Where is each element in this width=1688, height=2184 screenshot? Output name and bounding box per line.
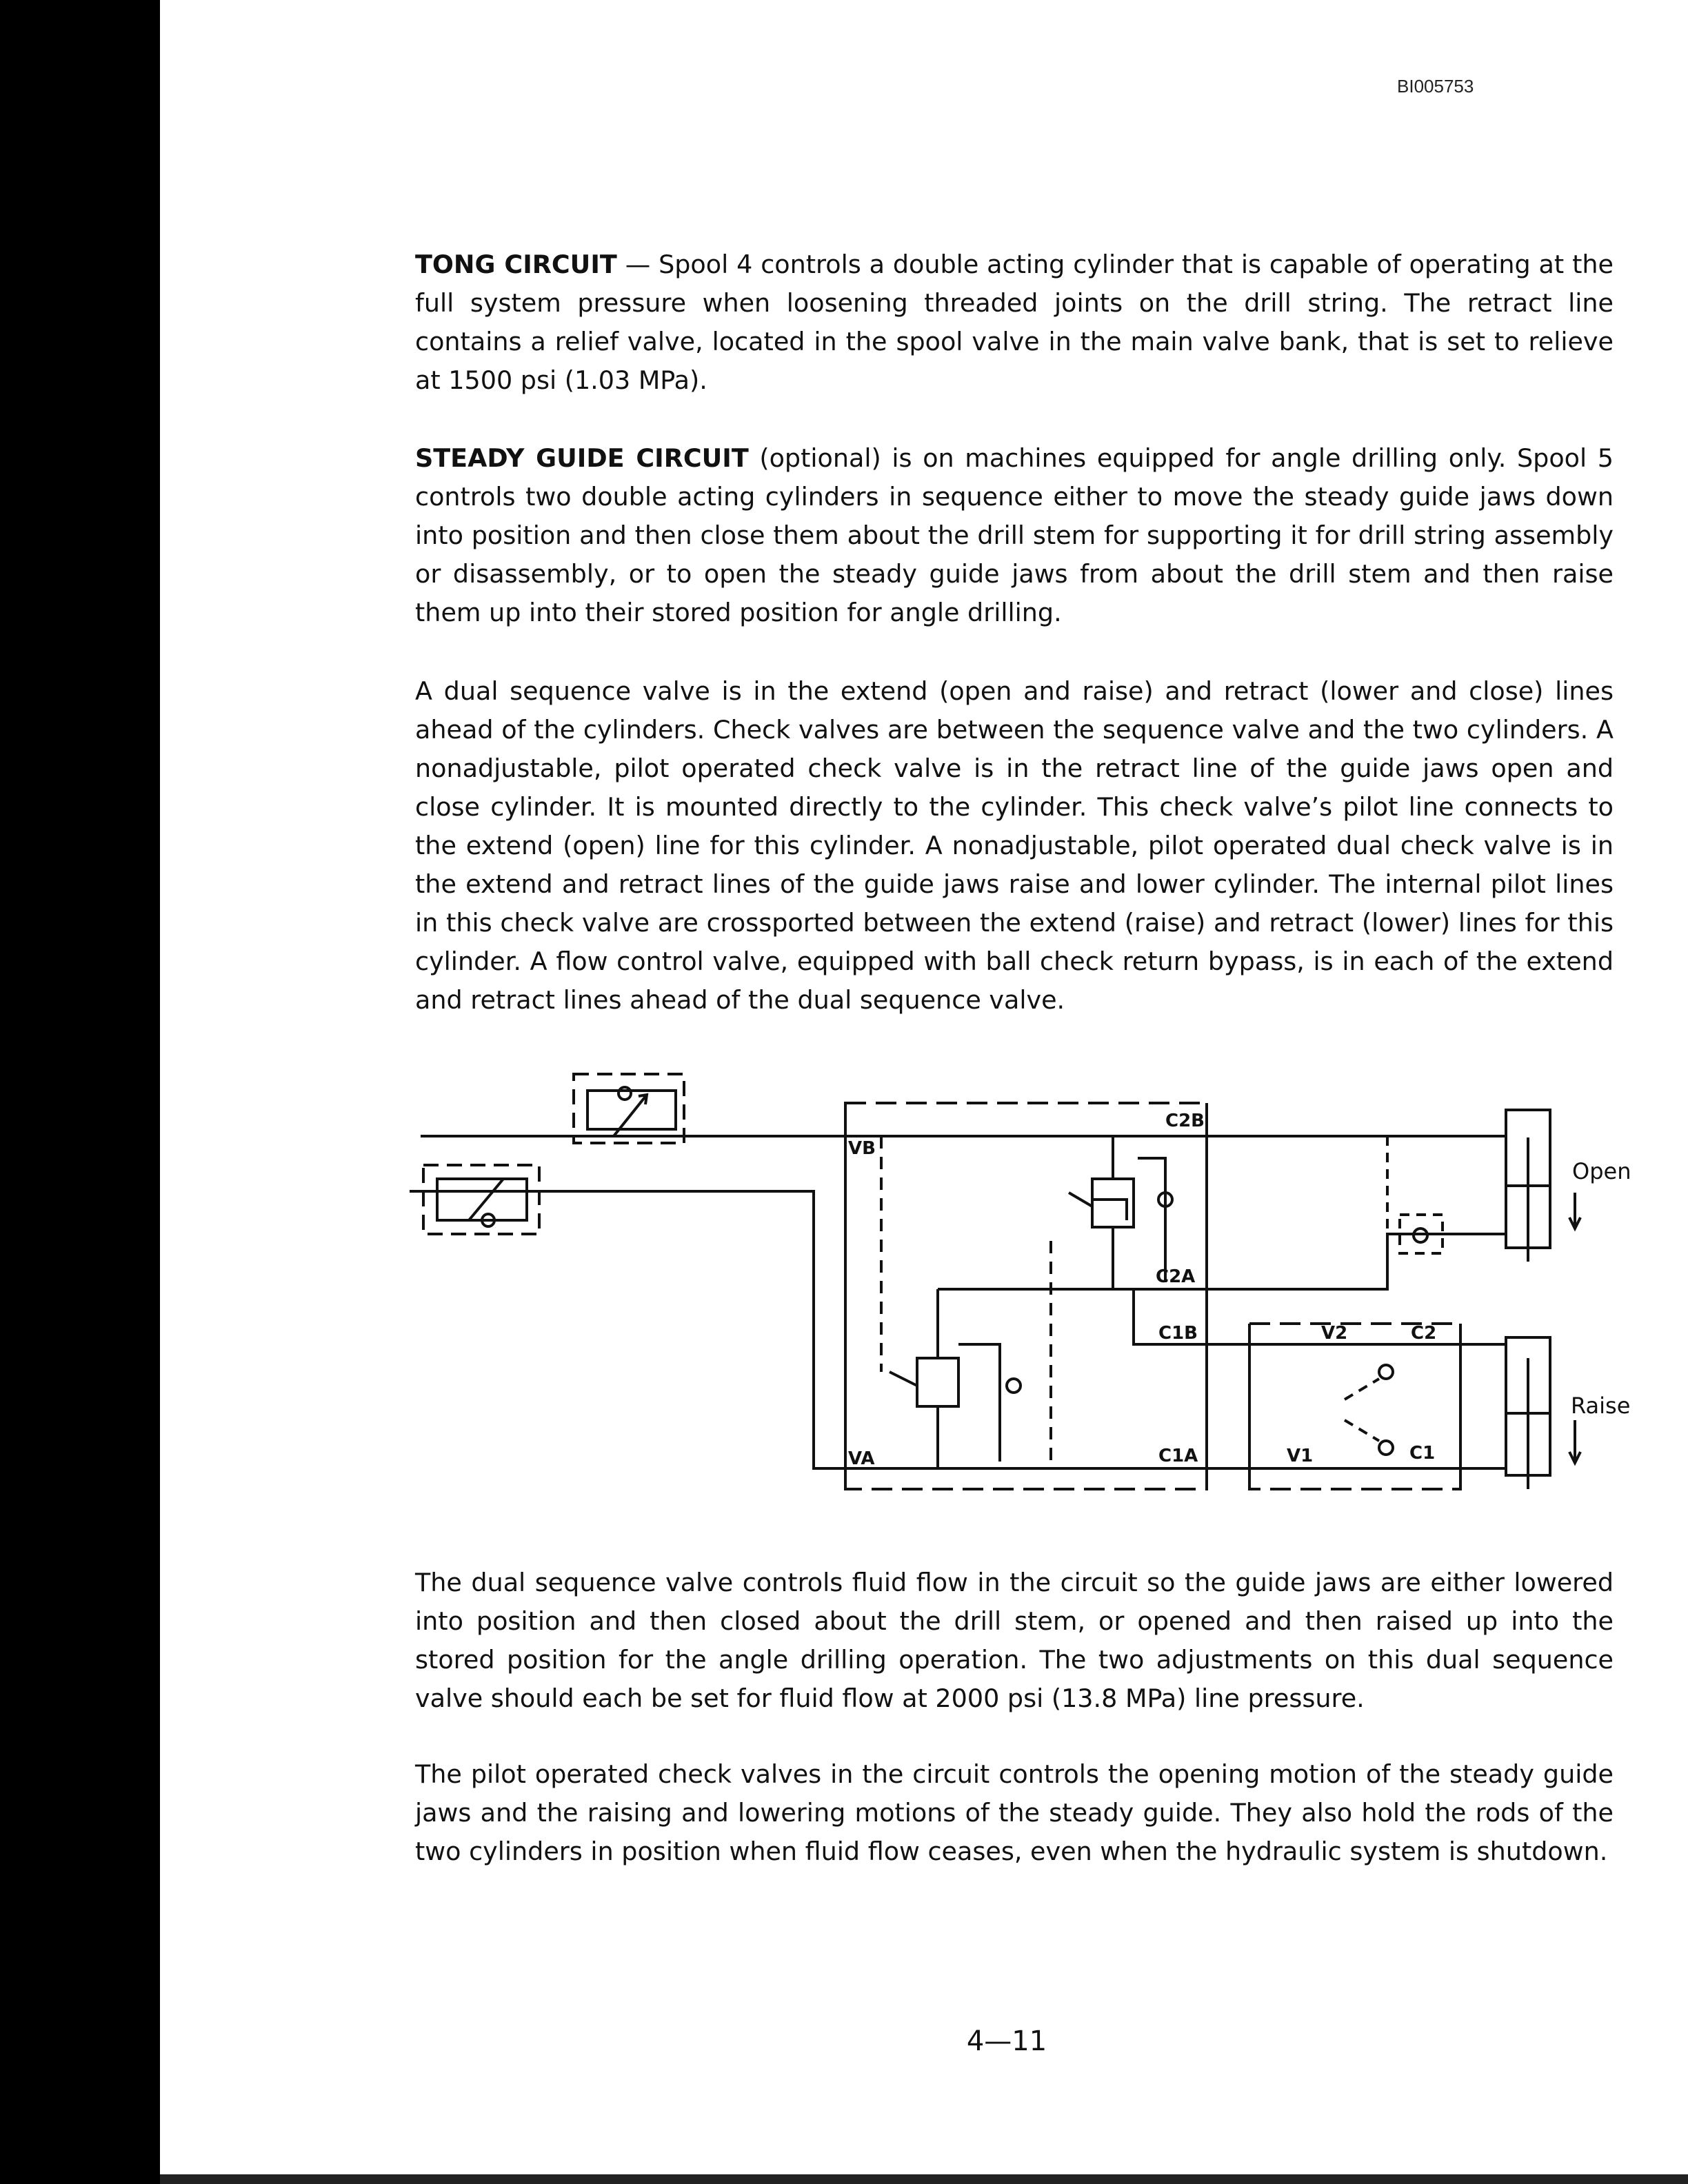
heading-steady-guide-circuit: STEADY GUIDE CIRCUIT <box>415 443 749 473</box>
ball-check-icon <box>619 1087 631 1100</box>
cylinder-label-raise: Raise <box>1571 1393 1631 1419</box>
page-number: 4—11 <box>966 2025 1047 2057</box>
check-valve-lower-icon <box>1007 1379 1021 1393</box>
paragraph-sequence-valve-control <box>415 1564 1614 1718</box>
check-valve-bypass-lower <box>958 1344 1000 1462</box>
dual-check-lower-icon <box>1379 1441 1393 1455</box>
port-label-v2: V2 <box>1321 1323 1348 1344</box>
check-valve-bypass-upper <box>1138 1158 1165 1282</box>
spring-icon <box>890 1372 917 1386</box>
cylinder-label-open: Open <box>1572 1158 1631 1184</box>
dual-sequence-valve-box <box>845 1103 1207 1489</box>
c2a-to-open-cylinder <box>1207 1234 1506 1289</box>
dual-check-upper-icon <box>1379 1365 1393 1379</box>
paragraph-tong-circuit <box>415 245 1614 400</box>
scan-bottom-edge <box>160 2174 1688 2184</box>
port-label-c1a: C1A <box>1158 1446 1198 1466</box>
dual-check-valve-box <box>1249 1324 1460 1489</box>
paragraph-text: (optional) is on machines equipped for angle drilling only. Spool 5 controls two double acting cylinders in sequence either to move the steady guide jaws down into position and then close them about the drill stem for supporting it for drill string assembly or disassembly, or to open the steady guide jaws from about the drill stem and then raise them up into their stored position for angle drilling. <box>415 443 1614 627</box>
port-label-c2: C2 <box>1411 1323 1437 1344</box>
port-label-c2b: C2B <box>1165 1111 1205 1131</box>
sequence-valve-lower <box>917 1358 958 1406</box>
port-label-v1: V1 <box>1287 1446 1314 1466</box>
paragraph-pilot-check-valves <box>415 1755 1614 1871</box>
paragraph-text: — Spool 4 controls a double acting cylinder that is capable of operating at the full system pressure when loosening threaded joints on the drill string. The retract line contains a relief valve, located in the spool valve in the main valve bank, that is set to relieve at 1500 psi (1.03 MPa). <box>415 250 1614 395</box>
crossport-pilot-lower <box>1345 1420 1379 1441</box>
heading-tong-circuit: TONG CIRCUIT <box>415 250 617 279</box>
crossport-pilot-upper <box>1345 1379 1379 1399</box>
port-label-c1b: C1B <box>1158 1323 1198 1344</box>
paragraph-text: The pilot operated check valves in the circuit controls the opening motion of the steady guide jaws and the raising and lowering motions of the steady guide. They also hold the rods of the two cylinders in position when fluid flow ceases, even when the hydraulic system is shutdown. <box>415 1759 1614 1866</box>
scan-dark-edge <box>0 0 160 2184</box>
port-label-c2a: C2A <box>1156 1266 1196 1287</box>
paragraph-steady-guide-circuit <box>415 439 1614 632</box>
paragraph-text: The dual sequence valve controls fluid flow in the circuit so the guide jaws are either lowered into position and then closed about the drill stem, or opened and then raised up into the stored position for the angle drilling operation. The two adjustments on this dual sequence valve should each be set for fluid flow at 2000 psi (13.8 MPa) line pressure. <box>415 1568 1614 1713</box>
flow-control-valve-upper <box>574 1074 684 1143</box>
hydraulic-schematic <box>407 1055 1634 1510</box>
port-label-va: VA <box>848 1448 875 1469</box>
sequence-valve-arrow <box>1092 1200 1127 1220</box>
flow-control-valve-lower-body <box>437 1179 527 1220</box>
document-id: BI005753 <box>1397 76 1474 97</box>
paragraph-dual-sequence-valve <box>415 672 1614 1020</box>
flow-control-valve-lower <box>423 1165 539 1234</box>
port-label-c1: C1 <box>1409 1443 1436 1464</box>
paragraph-text: A dual sequence valve is in the extend (open and raise) and retract (lower and close) lines ahead of the cylinders. Check valves are between the sequence valve and the two cylinders. A nonadjustable, pilot operated check valve is in the retract line of the guide jaws open and close cylinder. It is mounted directly to the cylinder. This check valve’s pilot line connects to the extend (open) line for this cylinder. A nonadjustable, pilot operated dual check valve is in the extend and retract lines of the guide jaws raise and lower cylinder. The internal pilot lines in this check valve are crossported between the extend (raise) and retract (lower) lines for this cylinder. A flow control valve, equipped with ball check return bypass, is in each of the extend and retract lines ahead of the dual sequence valve. <box>415 676 1614 1015</box>
spring-icon <box>1069 1193 1092 1206</box>
port-label-vb: VB <box>848 1138 876 1159</box>
